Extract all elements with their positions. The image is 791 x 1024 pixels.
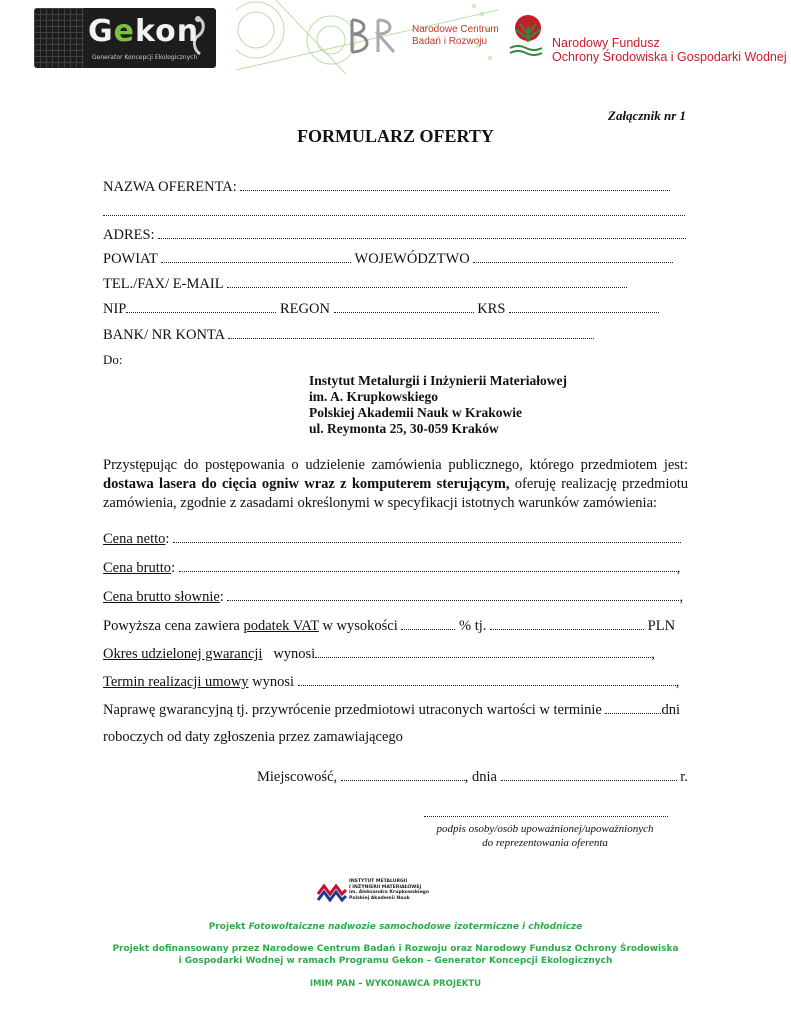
field-telfax-dots[interactable] <box>227 277 627 288</box>
nfos-logo-icon <box>506 12 550 56</box>
field-nazwa-label: NAZWA OFERENTA: <box>103 179 237 195</box>
attachment-label: Załącznik nr 1 <box>608 108 687 123</box>
vat-text-a: Powyższa cena zawiera <box>103 618 240 634</box>
cena-slownie-label: Cena brutto słownie <box>103 589 220 605</box>
footer-contractor: IMIM PAN – WYKONAWCA PROJEKTU <box>309 979 482 989</box>
okres-label: Okres udzielonej gwarancji <box>103 646 263 662</box>
field-nazwa-dots[interactable] <box>240 180 670 191</box>
miejscowosc-dots[interactable] <box>341 770 465 781</box>
intro-subject: dostawa lasera do cięcia ogniw wraz z komputerem sterującym, <box>103 476 510 492</box>
field-regon-dots[interactable] <box>334 302 474 313</box>
ncbr-logo-text <box>412 24 499 48</box>
recipient-line-2: im. A. Krupkowskiego <box>309 389 439 404</box>
imim-line-2: I INŻYNIERII MATERIAŁOWEJ <box>349 884 422 890</box>
footer-funding-1: Projekt dofinansowany przez Narodowe Centrum Badań i Rozwoju oraz Narodowy Fundusz Ochrony Środowiska <box>112 944 679 954</box>
field-adres-dots[interactable] <box>158 228 686 239</box>
field-wojewodztwo-dots[interactable] <box>473 252 673 263</box>
gekon-logo-text: Gekon <box>88 14 200 49</box>
okres-row: Okres udzielonej gwarancji wynosi , <box>103 646 655 662</box>
field-telfax <box>103 275 627 293</box>
field-regon-label: REGON <box>280 301 330 317</box>
vat-text-b: w wysokości <box>322 618 398 634</box>
gekon-logo-subtitle: Generator Koncepcji Ekologicznych <box>92 54 198 61</box>
nfos-line-1: Narodowy Fundusz <box>552 36 660 50</box>
vat-percent-label: % tj. <box>459 618 487 634</box>
dni-label: dni <box>661 702 680 718</box>
intro-text-b: oferuję realizację przedmiotu zamówienia, zgodnie z zasadami określonymi w specyfikacji istotnych warunków zamówienia: <box>103 476 689 511</box>
signature-caption-1: podpis osoby/osób upoważnionej/upoważnionych <box>436 823 654 835</box>
intro-text-a: Przystępując do postępowania o udzielenie zamówienia publicznego, którego przedmiotem jest: <box>103 457 688 473</box>
vat-row <box>103 617 675 635</box>
footer-project <box>0 921 791 933</box>
ncbr-line-2: Badań i Rozwoju <box>412 36 488 47</box>
cena-brutto-dots[interactable] <box>179 561 677 572</box>
termin-row: Termin realizacji umowy wynosi , <box>103 674 680 690</box>
recipient-line-3: Polskiej Akademii Nauk w Krakowie <box>309 405 523 420</box>
field-nip <box>103 300 659 318</box>
intro-paragraph <box>103 456 688 513</box>
cena-brutto-row: Cena brutto: , <box>103 560 681 576</box>
imim-logo-text <box>349 879 429 901</box>
signature-line[interactable] <box>424 816 668 817</box>
field-powiat <box>103 250 673 268</box>
cena-netto-dots[interactable] <box>173 532 681 543</box>
miejscowosc-row <box>257 768 688 786</box>
imim-line-1: INSTYTUT METALURGII <box>349 879 408 884</box>
field-krs-label: KRS <box>477 301 506 317</box>
date-dots[interactable] <box>501 770 677 781</box>
recipient-line-4: ul. Reymonta 25, 30-059 Kraków <box>309 421 499 436</box>
cena-slownie-row: Cena brutto słownie: , <box>103 589 684 605</box>
dnia-label: , dnia <box>464 769 497 785</box>
termin-dots[interactable] <box>298 675 676 686</box>
field-nazwa <box>103 178 670 196</box>
nfos-logo-text <box>552 36 787 64</box>
field-nip-label: NIP <box>103 301 127 317</box>
cena-brutto-label: Cena brutto <box>103 560 172 576</box>
pln-label: PLN <box>647 618 676 634</box>
recipient-line-1: Instytut Metalurgii i Inżynierii Materiałowej <box>309 373 567 388</box>
cena-netto-label: Cena netto <box>103 531 166 547</box>
gekon-logo <box>34 8 216 68</box>
nfos-line-2: Ochrony Środowiska i Gospodarki Wodnej <box>552 50 787 64</box>
field-nip-dots[interactable] <box>126 302 276 313</box>
field-nazwa-cont-dots[interactable] <box>103 205 685 216</box>
robocze-row: roboczych od daty zgłoszenia przez zamawiającego <box>103 729 403 745</box>
field-telfax-label: TEL./FAX/ E-MAIL <box>103 276 224 292</box>
field-adres-label: ADRES: <box>103 227 155 243</box>
field-nazwa-cont <box>103 203 685 221</box>
gekon-logo-grid <box>34 8 84 68</box>
field-bank-label: BANK/ NR KONTA <box>103 327 225 343</box>
field-bank <box>103 326 594 344</box>
ncbr-logo-icon <box>348 16 408 56</box>
field-bank-dots[interactable] <box>228 328 594 339</box>
cena-slownie-dots[interactable] <box>227 590 679 601</box>
naprawa-text: Naprawę gwarancyjną tj. przywrócenie przedmiotowi utraconych wartości w terminie <box>103 702 602 718</box>
naprawa-dots[interactable] <box>605 703 661 714</box>
field-powiat-label: POWIAT <box>103 251 158 267</box>
naprawa-row <box>103 701 680 719</box>
footer-funding-2: i Gospodarki Wodnej w ramach Programu Gekon – Generator Koncepcji Ekologicznych <box>178 956 613 966</box>
field-wojewodztwo-label: WOJEWÓDZTWO <box>354 251 470 267</box>
footer-project-title: Fotowoltaiczne nadwozie samochodowe izotermiczne i chłodnicze <box>248 922 583 932</box>
vat-label: podatek VAT <box>243 618 319 634</box>
okres-dots[interactable] <box>315 647 651 658</box>
okres-text: wynosi <box>273 646 316 662</box>
signature-caption-2: do reprezentowania oferenta <box>482 837 608 849</box>
field-powiat-dots[interactable] <box>161 252 351 263</box>
imim-logo <box>316 876 436 906</box>
vat-percent-dots[interactable] <box>401 619 455 630</box>
page-title: FORMULARZ OFERTY <box>297 126 494 146</box>
ncbr-line-1: Narodowe Centrum <box>412 24 499 35</box>
year-suffix: r. <box>680 769 688 785</box>
vat-amount-dots[interactable] <box>490 619 644 630</box>
imim-line-3: im. Aleksandra Krupkowskiego <box>349 890 430 896</box>
cena-netto-row: Cena netto: <box>103 530 681 548</box>
imim-line-4: Polskiej Akademii Nauk <box>349 895 410 901</box>
imim-logo-icon <box>316 878 348 904</box>
field-adres <box>103 226 686 244</box>
field-krs-dots[interactable] <box>509 302 659 313</box>
field-do: Do: <box>103 352 123 367</box>
termin-label: Termin realizacji umowy <box>103 674 249 690</box>
footer-project-prefix: Projekt <box>208 922 249 932</box>
termin-text: wynosi <box>252 674 295 690</box>
miejscowosc-label: Miejscowość, <box>257 769 338 785</box>
